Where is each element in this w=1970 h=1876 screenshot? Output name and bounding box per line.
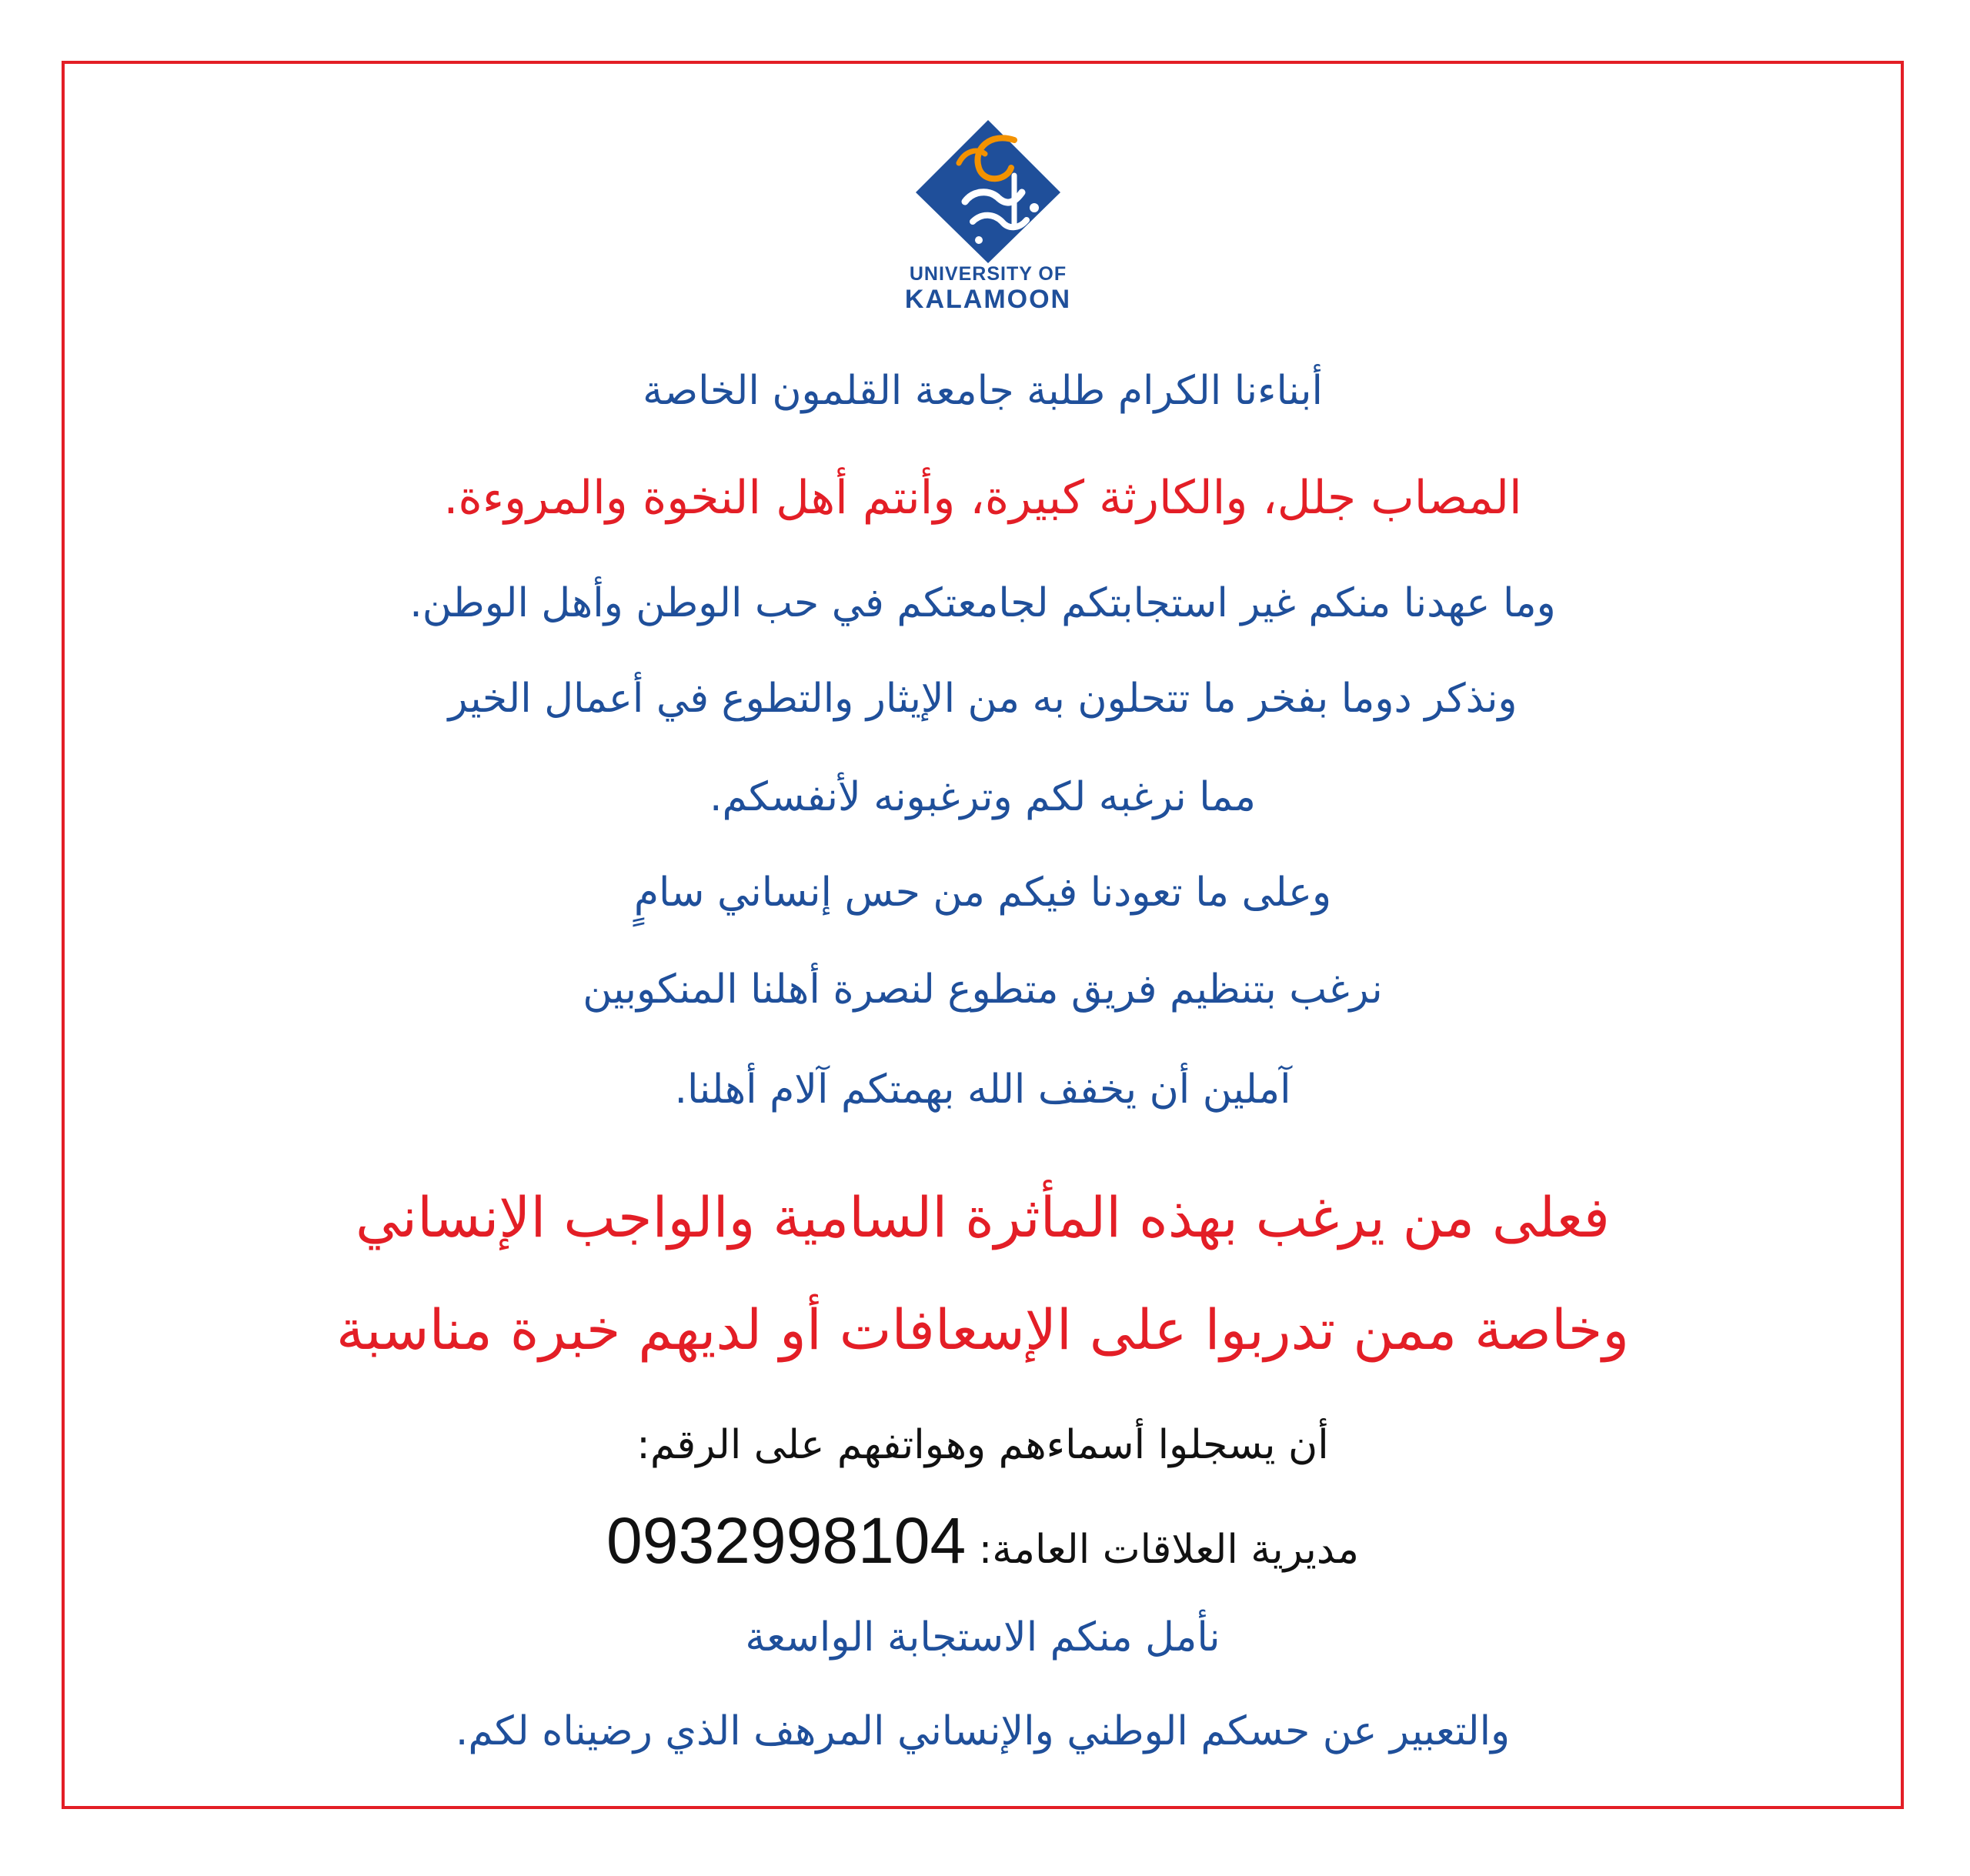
paragraph-line-4: وعلى ما تعودنا فيكم من حس إنساني سامٍ: [633, 870, 1332, 916]
logo-text-line1: UNIVERSITY OF: [909, 263, 1067, 285]
university-logo: [899, 117, 1077, 317]
contact-line: [62, 1504, 1904, 1578]
closing-line-1: نأمل منكم الاستجابة الواسعة: [745, 1614, 1220, 1661]
contact-phone: 0932998104: [606, 1504, 967, 1577]
registration-instruction: أن يسجلوا أسماءهم وهواتفهم على الرقم:: [636, 1422, 1329, 1468]
contact-label: مديرية العلاقات العامة:: [978, 1527, 1359, 1573]
paragraph-line-1: وما عهدنا منكم غير استجابتكم لجامعتكم في حب الوطن وأهل الوطن.: [409, 580, 1556, 626]
paragraph-line-2: ونذكر دوما بفخر ما تتحلون به من الإيثار والتطوع في أعمال الخير: [448, 676, 1518, 722]
headline: المصاب جلل، والكارثة كبيرة، وأنتم أهل النخوة والمروءة.: [443, 471, 1522, 525]
greeting: أبناءنا الكرام طلبة جامعة القلمون الخاصة: [643, 368, 1323, 414]
logo-emblem-icon: [899, 117, 1077, 263]
call-to-action-line-1: فعلى من يرغب بهذه المأثرة السامية والواجب الإنساني: [356, 1185, 1610, 1250]
logo-text-line2: KALAMOON: [904, 285, 1072, 314]
paragraph-line-6: آملين أن يخفف الله بهمتكم آلام أهلنا.: [674, 1067, 1291, 1113]
paragraph-line-5: نرغب بتنظيم فريق متطوع لنصرة أهلنا المنكوبين: [583, 966, 1383, 1013]
paragraph-line-3: مما نرغبه لكم وترغبونه لأنفسكم.: [709, 774, 1257, 820]
closing-line-2: والتعبير عن حسكم الوطني والإنساني المرهف الذي رضيناه لكم.: [455, 1708, 1511, 1754]
call-to-action-line-2: وخاصة ممن تدربوا على الإسعافات أو لديهم خبرة مناسبة: [336, 1297, 1630, 1362]
